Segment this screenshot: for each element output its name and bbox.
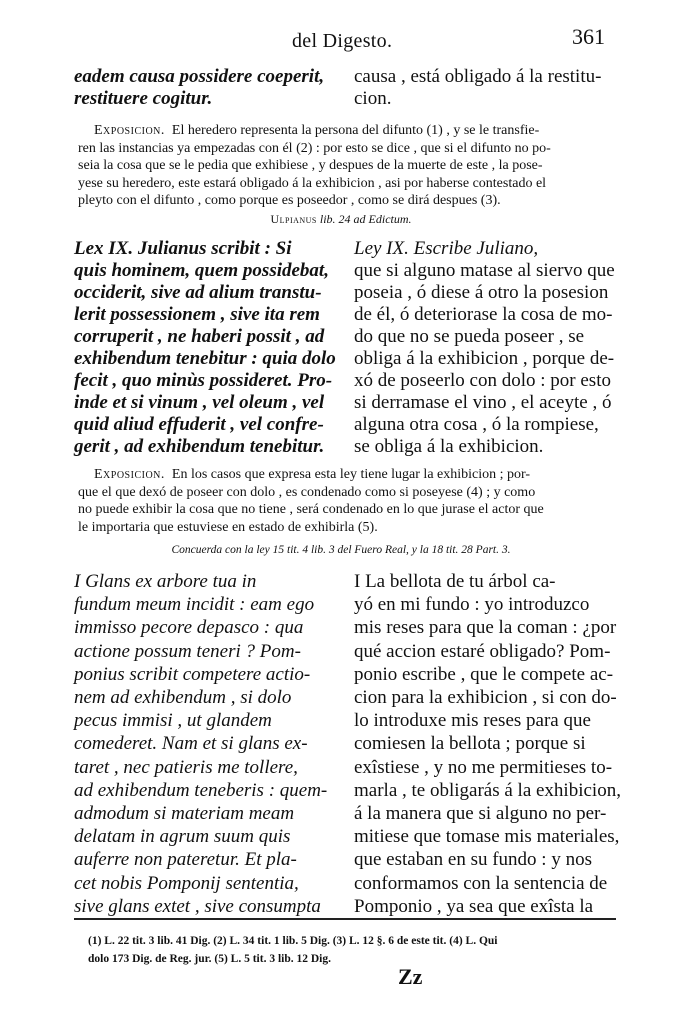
text-line: corruperit , ne haberi possit , ad	[74, 326, 325, 347]
text-line: cion.	[354, 88, 392, 109]
text-line: immisso pecore depasco : qua	[74, 617, 304, 639]
page-number: 361	[572, 24, 605, 49]
text-line: pleyto con el difunto , como porque es poseedor , como se dirá despues (3).	[78, 193, 501, 208]
text-line: Pomponio , ya sea que exîsta la	[354, 895, 594, 917]
text-line: Lex IX. Julianus scribit : Si	[74, 238, 292, 259]
text-line: mis reses para que la coman : ¿por	[354, 617, 617, 639]
text-line: yese su heredero, este estará obligado á la exhibicion , asi por haberse contestado el	[78, 175, 547, 191]
text-line: si derramase el vino , el aceyte , ó	[354, 392, 612, 413]
source-ref: lib. 24 ad Edictum.	[319, 212, 412, 226]
footnotes	[88, 932, 620, 968]
exposicion-2	[78, 466, 612, 536]
exposicion-1	[78, 122, 612, 210]
author-name: Ulpianus	[270, 212, 317, 226]
text-line: qué accion estaré obligado? Pom-	[354, 640, 611, 662]
section-1-spanish	[354, 570, 621, 918]
text-line: cet nobis Pomponij sententia,	[74, 872, 299, 894]
signature-mark: Zz	[398, 964, 423, 989]
text-line: marla , te obligarás á la exhibicion,	[354, 779, 621, 801]
text-line: gerit , ad exhibendum tenebitur.	[74, 436, 325, 457]
text-line: pecus immisi , ut glandem	[74, 710, 272, 732]
text-line: taret , nec patieris me tollere,	[74, 756, 298, 778]
text-line: que estaban en su fundo : y nos	[354, 849, 592, 871]
text-line: causa , está obligado á la restitu-	[354, 66, 602, 87]
text-line: eadem causa possidere coeperit,	[74, 66, 325, 87]
footnote-line: dolo 173 Dig. de Reg. jur. (5) L. 5 tit. 3 lib. 12 Dig.	[88, 953, 331, 965]
text-line: comiesen la bellota ; porque si	[354, 733, 586, 755]
text-line: ad exhibendum teneberis : quem-	[74, 779, 328, 801]
text-line: exhibendum tenebitur : quia dolo	[74, 348, 336, 369]
text-line: I La bellota de tu árbol ca-	[354, 571, 556, 592]
text-line: comederet. Nam et si glans ex-	[74, 733, 308, 755]
text-line: Ley IX. Escribe Juliano,	[354, 238, 539, 259]
text-line: nem ad exhibendum , si dolo	[74, 687, 292, 709]
text-line: quid aliud effuderit , vel confre-	[74, 414, 324, 435]
text-line: auferre non pateretur. Et pla-	[74, 849, 297, 871]
text-line: á la manera que si alguno no per-	[354, 803, 607, 825]
text-line: inde et si vinum , vel oleum , vel	[74, 392, 325, 413]
text-line: do que no se pueda poseer , se	[354, 326, 585, 347]
text-line: fecit , quo minùs possideret. Pro-	[74, 370, 333, 391]
exposicion-label: Exposicion.	[94, 123, 165, 138]
text-line: actione possum teneri ? Pom-	[74, 640, 301, 662]
concordance-note: Concuerda con la ley 15 tit. 4 lib. 3 del Fuero Real, y la 18 tit. 28 Part. 3.	[171, 544, 511, 556]
text-line: admodum si materiam meam	[74, 803, 295, 825]
text-line: obliga á la exhibicion , porque de-	[354, 348, 615, 369]
text-line: ponio escribe , que le compete ac-	[354, 663, 614, 685]
text-line: exîstiese , y no me permitieses to-	[354, 756, 613, 778]
top-latin-block	[74, 66, 336, 110]
text-line: mitiese que tomase mis materiales,	[354, 826, 620, 848]
text-line: seia la cosa que se le pedia que exhibiese , y despues de la muerte de este , la pose-	[78, 158, 543, 173]
text-line: se obliga á la exhibicion.	[354, 436, 544, 457]
text-line: En los casos que expresa esta ley tiene lugar la exhibicion ; por-	[171, 467, 531, 482]
exposicion-label: Exposicion.	[94, 467, 165, 482]
footnote-divider	[74, 918, 616, 920]
text-line: le importaria que estuviese en estado de exhibirla (5).	[78, 519, 378, 535]
text-line: xó de poseerlo con dolo : por esto	[354, 370, 611, 391]
text-line: lo introduxe mis reses para que	[354, 710, 591, 732]
text-line: El heredero representa la persona del difunto (1) , y se le transfie-	[171, 123, 540, 138]
text-line: poseia , ó diese á otro la posesion	[354, 282, 609, 303]
text-line: restituere cogitur.	[74, 88, 213, 109]
ley-ix-spanish	[354, 238, 616, 458]
text-line: que el que dexó de poseer con dolo , es condenado como si poseyese (4) ; y como	[78, 484, 536, 500]
text-line: lerit possessionem , sive ita rem	[74, 304, 320, 325]
text-line: occiderit, sive ad alium transtu-	[74, 282, 322, 303]
footnote-line: (1) L. 22 tit. 3 lib. 41 Dig. (2) L. 34 tit. 1 lib. 5 Dig. (3) L. 12 §. 6 de este tit. (4) L. Qui	[88, 935, 498, 947]
text-line: delatam in agrum suum quis	[74, 826, 291, 848]
text-line: conformamos con la sentencia de	[354, 872, 608, 894]
text-line: de él, ó deteriorase la cosa de mo-	[354, 304, 613, 325]
text-line: no puede exhibir la cosa que no tiene , será condenado en lo que jurase el actor que	[78, 502, 544, 517]
text-line: yó en mi fundo : yo introduzco	[354, 594, 590, 616]
running-header: del Digesto.	[292, 30, 393, 52]
text-line: sive glans extet , sive consumpta	[74, 895, 321, 917]
text-line: ponius scribit competere actio-	[74, 663, 311, 685]
lex-ix-latin	[74, 238, 336, 458]
section-1-latin	[74, 570, 336, 918]
text-line: I Glans ex arbore tua in	[74, 571, 257, 592]
text-line: cion para la exhibicion , si con do-	[354, 687, 617, 709]
text-line: que si alguno matase al siervo que	[354, 260, 615, 281]
text-line: alguna otra cosa , ó la rompiese,	[354, 414, 599, 435]
top-spanish-block	[354, 66, 616, 110]
source-attribution	[0, 212, 682, 227]
text-line: fundum meum incidit : eam ego	[74, 594, 315, 616]
text-line: quis hominem, quem possidebat,	[74, 260, 329, 281]
text-line: ren las instancias ya empezadas con él (2) : por esto se dice , que si el difunto no po-	[78, 140, 551, 156]
